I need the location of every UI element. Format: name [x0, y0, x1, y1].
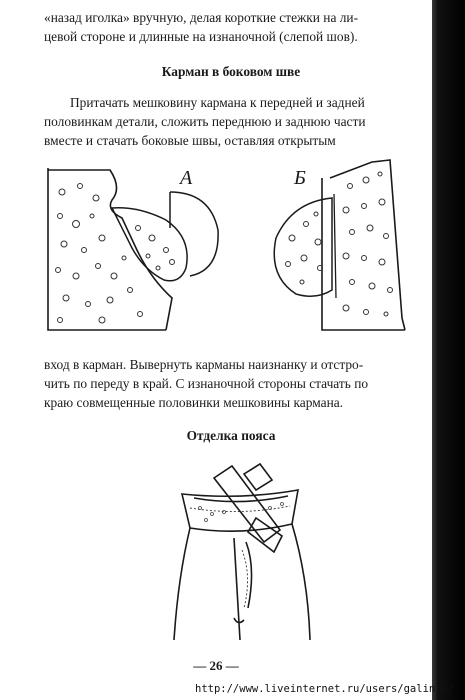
figure-b-dots	[286, 172, 393, 316]
figure-b	[274, 160, 405, 330]
figure-a	[48, 167, 218, 330]
text-line: вместе и стачать боковые швы, оставляя открытым	[44, 133, 336, 148]
page-number: — 26 —	[193, 658, 239, 673]
pocket-heading: Карман в боковом шве	[161, 64, 301, 79]
intro-paragraph	[44, 8, 418, 46]
text-line: Притачать мешковину кармана к передней и задней	[70, 95, 365, 110]
text-line: вход в карман. Вывернуть карманы наизнанку и отстро-	[44, 357, 364, 372]
source-url: http://www.liveinternet.ru/users/galin_o/	[195, 683, 455, 695]
text-line: половинкам детали, сложить переднюю и заднюю части	[44, 114, 366, 129]
waistband-diagram	[160, 458, 320, 648]
figure-label-b: Б	[294, 167, 306, 189]
pocket-diagram	[40, 158, 430, 340]
figure-a-dots	[56, 184, 175, 324]
pocket-paragraph-1	[44, 93, 418, 150]
waist-heading: Отделка пояса	[186, 428, 276, 443]
text-line: цевой стороне и длинные на изнаночной (слепой шов).	[44, 29, 358, 44]
book-spine-shadow	[432, 0, 465, 700]
text-line: краю совмещенные половинки мешковины кармана.	[44, 395, 344, 410]
pocket-paragraph-2	[44, 355, 418, 412]
text-line: чить по переду в край. С изнаночной стороны стачать по	[44, 376, 369, 391]
text-line: «назад иголка» вручную, делая короткие стежки на ли-	[44, 10, 359, 25]
figure-label-a: А	[180, 167, 193, 189]
